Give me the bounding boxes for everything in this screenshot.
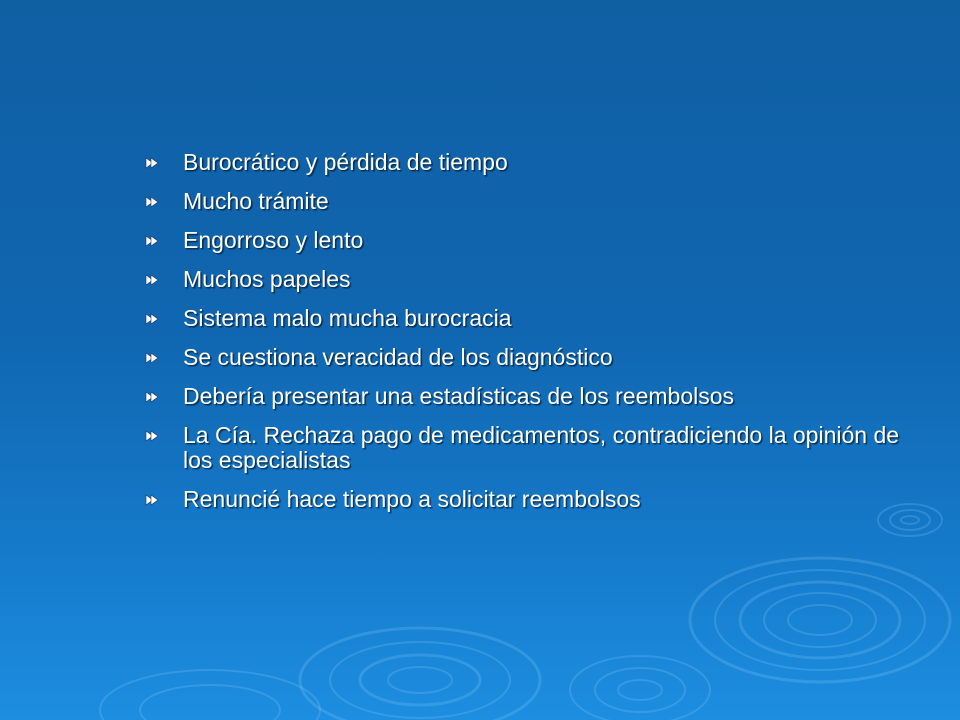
arrow-bullet-icon — [145, 352, 159, 364]
bullet-list — [145, 150, 905, 526]
bullet-item — [145, 487, 905, 512]
bullet-text: Renuncié hace tiempo a solicitar reembolsos — [183, 486, 641, 512]
arrow-bullet-icon — [145, 157, 159, 169]
bullet-text: Sistema malo mucha burocracia — [183, 305, 512, 331]
arrow-bullet-icon — [145, 494, 159, 506]
arrow-bullet-icon — [145, 196, 159, 208]
bullet-item — [145, 267, 905, 292]
bullet-text: Muchos papeles — [183, 266, 351, 292]
bullet-item — [145, 228, 905, 253]
bullet-text: Burocrático y pérdida de tiempo — [183, 149, 508, 175]
bullet-text: Engorroso y lento — [183, 227, 364, 253]
bullet-text: Debería presentar una estadísticas de los reembolsos — [183, 383, 735, 409]
arrow-bullet-icon — [145, 391, 159, 403]
bullet-item — [145, 150, 905, 175]
bullet-item — [145, 423, 905, 473]
bullet-item — [145, 306, 905, 331]
bullet-text: Mucho trámite — [183, 188, 329, 214]
arrow-bullet-icon — [145, 274, 159, 286]
arrow-bullet-icon — [145, 430, 159, 442]
bullet-text: Se cuestiona veracidad de los diagnóstico — [183, 344, 613, 370]
bullet-text: La Cía. Rechaza pago de medicamentos, contradiciendo la opinión de los especialistas — [183, 422, 900, 473]
bullet-item — [145, 189, 905, 214]
arrow-bullet-icon — [145, 313, 159, 325]
bullet-item — [145, 384, 905, 409]
bullet-item — [145, 345, 905, 370]
arrow-bullet-icon — [145, 235, 159, 247]
